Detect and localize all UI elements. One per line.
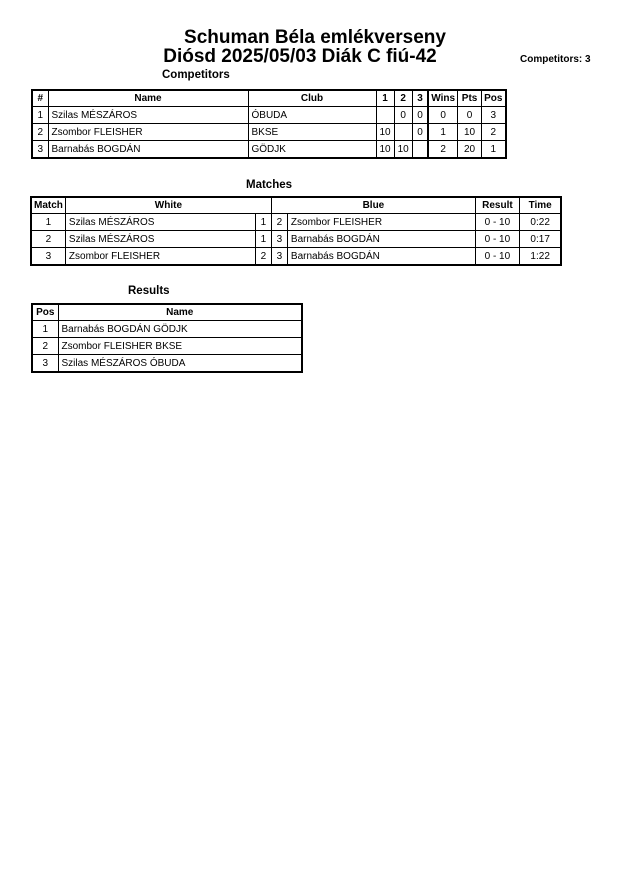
result-name: Szilas MÉSZÁROS ÓBUDA <box>58 355 302 373</box>
col-header: Result <box>475 197 519 214</box>
match-number: 1 <box>31 214 65 231</box>
competitor-number: 3 <box>32 141 48 159</box>
competitor-club: GÖDJK <box>248 141 376 159</box>
wins-cell: 0 <box>428 107 457 124</box>
points-cell: 10 <box>458 124 482 141</box>
matches-section-label: Matches <box>246 179 293 191</box>
result-position: 1 <box>32 321 58 338</box>
wins-cell: 2 <box>428 141 457 159</box>
white-number: 1 <box>255 231 271 248</box>
results-header-row <box>32 304 302 321</box>
table-row <box>32 107 506 124</box>
competitor-name: Zsombor FLEISHER <box>48 124 248 141</box>
white-competitor: Szilas MÉSZÁROS <box>65 231 255 248</box>
competitors-header-row <box>32 90 506 107</box>
results-section-label: Results <box>128 285 170 297</box>
table-row <box>32 124 506 141</box>
score-cell <box>394 124 412 141</box>
wins-cell: 1 <box>428 124 457 141</box>
white-number: 1 <box>255 214 271 231</box>
white-competitor: Zsombor FLEISHER <box>65 248 255 266</box>
competitor-name: Szilas MÉSZÁROS <box>48 107 248 124</box>
results-table <box>31 303 303 373</box>
score-cell: 0 <box>412 107 428 124</box>
competitor-number: 2 <box>32 124 48 141</box>
col-header: Blue <box>271 197 475 214</box>
match-result: 0 - 10 <box>475 231 519 248</box>
position-cell: 2 <box>482 124 506 141</box>
matches-header-row <box>31 197 561 214</box>
col-header: Pos <box>482 90 506 107</box>
blue-number: 2 <box>271 214 287 231</box>
table-row <box>31 248 561 266</box>
col-header: Pos <box>32 304 58 321</box>
col-header: Pts <box>458 90 482 107</box>
col-header: Name <box>48 90 248 107</box>
competitor-name: Barnabás BOGDÁN <box>48 141 248 159</box>
col-header: 3 <box>412 90 428 107</box>
col-header: Wins <box>428 90 457 107</box>
result-name: Zsombor FLEISHER BKSE <box>58 338 302 355</box>
match-number: 2 <box>31 231 65 248</box>
result-position: 2 <box>32 338 58 355</box>
match-result: 0 - 10 <box>475 248 519 266</box>
competitors-section-label: Competitors <box>162 69 230 81</box>
table-row <box>32 321 302 338</box>
col-header: Time <box>519 197 561 214</box>
col-header: # <box>32 90 48 107</box>
white-competitor: Szilas MÉSZÁROS <box>65 214 255 231</box>
col-header: 2 <box>394 90 412 107</box>
blue-competitor: Barnabás BOGDÁN <box>287 231 475 248</box>
tournament-title: Schuman Béla emlékverseny <box>184 27 446 48</box>
score-cell: 10 <box>376 141 394 159</box>
match-time: 1:22 <box>519 248 561 266</box>
blue-competitor: Barnabás BOGDÁN <box>287 248 475 266</box>
table-row <box>32 355 302 373</box>
table-row <box>32 141 506 159</box>
competitor-club: ÓBUDA <box>248 107 376 124</box>
table-row <box>32 338 302 355</box>
score-cell <box>376 107 394 124</box>
result-name: Barnabás BOGDÁN GÖDJK <box>58 321 302 338</box>
score-cell: 10 <box>394 141 412 159</box>
col-header: Match <box>31 197 65 214</box>
blue-number: 3 <box>271 248 287 266</box>
competitor-number: 1 <box>32 107 48 124</box>
result-position: 3 <box>32 355 58 373</box>
event-subtitle: Diósd 2025/05/03 Diák C fiú-42 <box>163 46 437 67</box>
position-cell: 3 <box>482 107 506 124</box>
match-time: 0:17 <box>519 231 561 248</box>
match-number: 3 <box>31 248 65 266</box>
col-header: Club <box>248 90 376 107</box>
col-header: Name <box>58 304 302 321</box>
score-cell <box>412 141 428 159</box>
score-cell: 10 <box>376 124 394 141</box>
competitors-count: Competitors: 3 <box>520 54 591 65</box>
match-time: 0:22 <box>519 214 561 231</box>
competitors-table <box>31 89 507 159</box>
col-header: 1 <box>376 90 394 107</box>
blue-competitor: Zsombor FLEISHER <box>287 214 475 231</box>
blue-number: 3 <box>271 231 287 248</box>
match-result: 0 - 10 <box>475 214 519 231</box>
table-row <box>31 231 561 248</box>
white-number: 2 <box>255 248 271 266</box>
score-cell: 0 <box>394 107 412 124</box>
competitor-club: BKSE <box>248 124 376 141</box>
matches-table <box>30 196 562 266</box>
points-cell: 20 <box>458 141 482 159</box>
score-cell: 0 <box>412 124 428 141</box>
position-cell: 1 <box>482 141 506 159</box>
col-header: White <box>65 197 271 214</box>
table-row <box>31 214 561 231</box>
points-cell: 0 <box>458 107 482 124</box>
